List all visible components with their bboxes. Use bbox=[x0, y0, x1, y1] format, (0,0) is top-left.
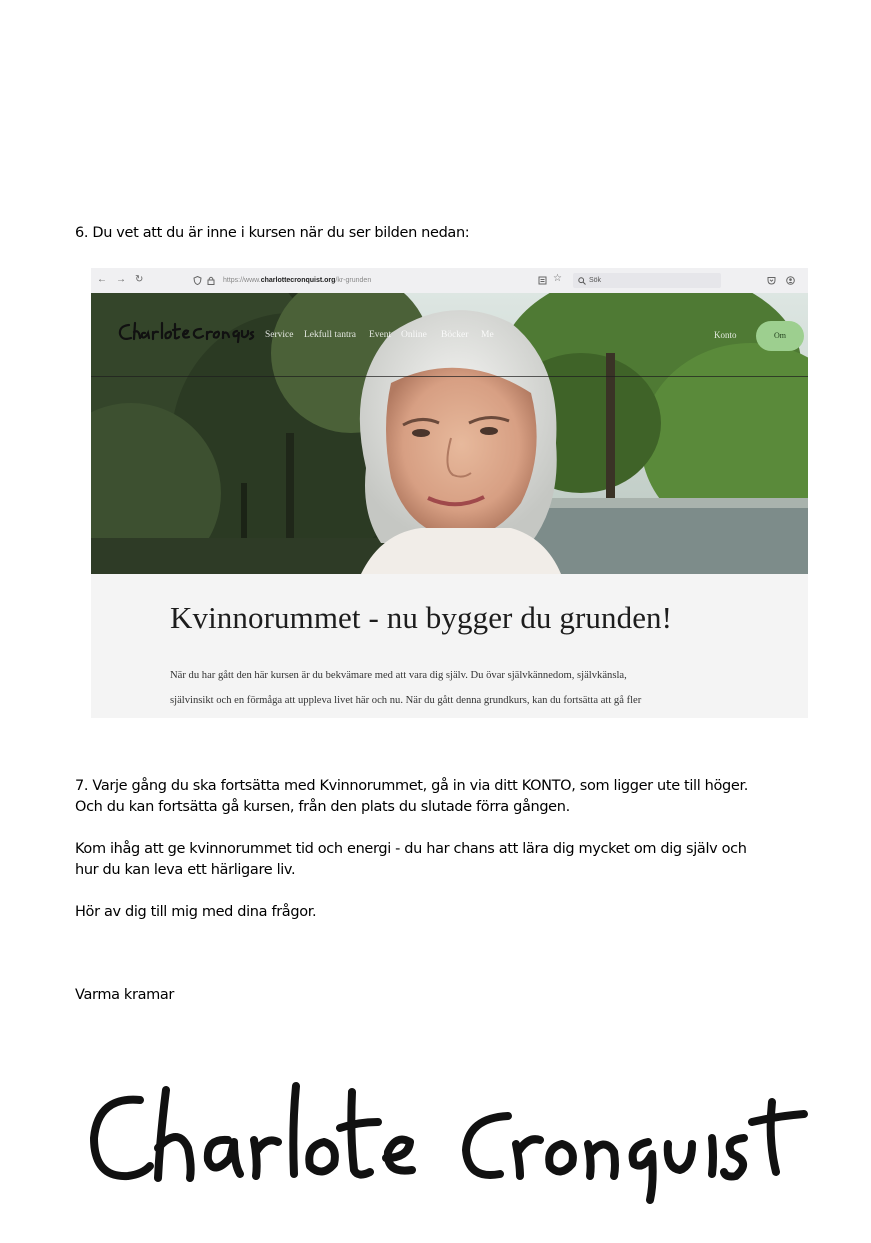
course-heading: Kvinnorummet - nu bygger du grunden! bbox=[170, 600, 673, 635]
site-logo[interactable] bbox=[117, 320, 257, 344]
step-7-line-1: 7. Varje gång du ska fortsätta med Kvinnorummet, gå in via ditt KONTO, som ligger ute till höger. bbox=[75, 778, 748, 794]
nav-item-online[interactable]: Online bbox=[401, 330, 427, 340]
reminder-line-2: hur du kan leva ett härligare liv. bbox=[75, 862, 296, 878]
url-text: https://www.charlottecronquist.org/kr-grunden bbox=[223, 277, 372, 284]
course-intro-line-1: När du har gått den här kursen är du bekvämare med att vara dig själv. Du övar självkännedom, självkänsla, bbox=[170, 670, 627, 681]
shield-icon bbox=[193, 276, 202, 285]
signature bbox=[88, 1078, 808, 1206]
lock-icon bbox=[207, 276, 215, 285]
pocket-icon[interactable] bbox=[767, 276, 776, 285]
bookmark-star-icon[interactable]: ☆ bbox=[553, 273, 562, 284]
url-bar[interactable] bbox=[189, 273, 519, 288]
nav-item-bocker[interactable]: Böcker bbox=[441, 330, 469, 340]
arrow-left-icon[interactable]: ← bbox=[97, 274, 107, 285]
step-6-text: 6. Du vet att du är inne i kursen när du ser bilden nedan: bbox=[75, 225, 470, 241]
course-screenshot bbox=[91, 268, 808, 718]
search-placeholder: Sök bbox=[589, 277, 602, 284]
search-icon bbox=[578, 277, 586, 285]
nav-item-me[interactable]: Me bbox=[481, 330, 494, 340]
step-7-line-2: Och du kan fortsätta gå kursen, från den plats du slutade förra gången. bbox=[75, 799, 570, 815]
search-box[interactable] bbox=[573, 273, 721, 288]
about-button[interactable]: Om bbox=[756, 321, 804, 351]
account-link[interactable]: Konto bbox=[714, 330, 737, 340]
nav-item-service[interactable]: Service bbox=[265, 330, 294, 340]
nav-item-lekfull-tantra[interactable]: Lekfull tantra bbox=[304, 330, 356, 340]
contact-text: Hör av dig till mig med dina frågor. bbox=[75, 904, 317, 920]
site-header bbox=[91, 293, 808, 353]
course-intro-line-2: självinsikt och en förmåga att uppleva livet här och nu. När du gått denna grundkurs, kan du fortsätta att gå fler bbox=[170, 695, 642, 706]
closing-text: Varma kramar bbox=[75, 987, 175, 1003]
reminder-line-1: Kom ihåg att ge kvinnorummet tid och energi - du har chans att lära dig mycket om dig själv och bbox=[75, 841, 747, 857]
arrow-right-icon[interactable]: → bbox=[116, 274, 126, 285]
reload-icon[interactable]: ↻ bbox=[135, 274, 144, 285]
browser-toolbar bbox=[91, 268, 808, 294]
reader-view-icon[interactable] bbox=[538, 276, 547, 285]
account-icon[interactable] bbox=[786, 276, 795, 285]
nav-item-event[interactable]: Event bbox=[369, 330, 392, 340]
header-divider bbox=[91, 376, 808, 377]
